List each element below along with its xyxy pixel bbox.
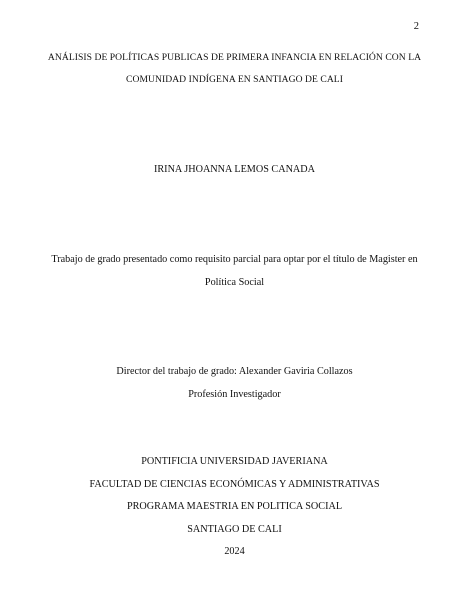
- purpose-line-2: Política Social: [204, 277, 265, 288]
- purpose-line-1: Trabajo de grado presentado como requisito parcial para optar por el título de Magister en: [51, 254, 418, 265]
- page-number: 2: [413, 21, 419, 32]
- director-profession: Profesión Investigador: [188, 389, 281, 400]
- faculty-name: FACULTAD DE CIENCIAS ECONÓMICAS Y ADMINISTRATIVAS: [89, 479, 380, 490]
- city-name: SANTIAGO DE CALI: [187, 524, 282, 535]
- thesis-title-line-2: COMUNIDAD INDÍGENA EN SANTIAGO DE CALI: [126, 74, 343, 85]
- year: 2024: [224, 546, 245, 557]
- university-name: PONTIFICIA UNIVERSIDAD JAVERIANA: [141, 456, 328, 467]
- program-name: PROGRAMA MAESTRIA EN POLITICA SOCIAL: [126, 501, 343, 512]
- director-line: Director del trabajo de grado: Alexander Gaviria Collazos: [116, 366, 353, 377]
- author-name: IRINA JHOANNA LEMOS CANADA: [153, 164, 316, 175]
- thesis-title-line-1: ANÁLISIS DE POLÍTICAS PUBLICAS DE PRIMERA INFANCIA EN RELACIÓN CON LA: [47, 52, 422, 63]
